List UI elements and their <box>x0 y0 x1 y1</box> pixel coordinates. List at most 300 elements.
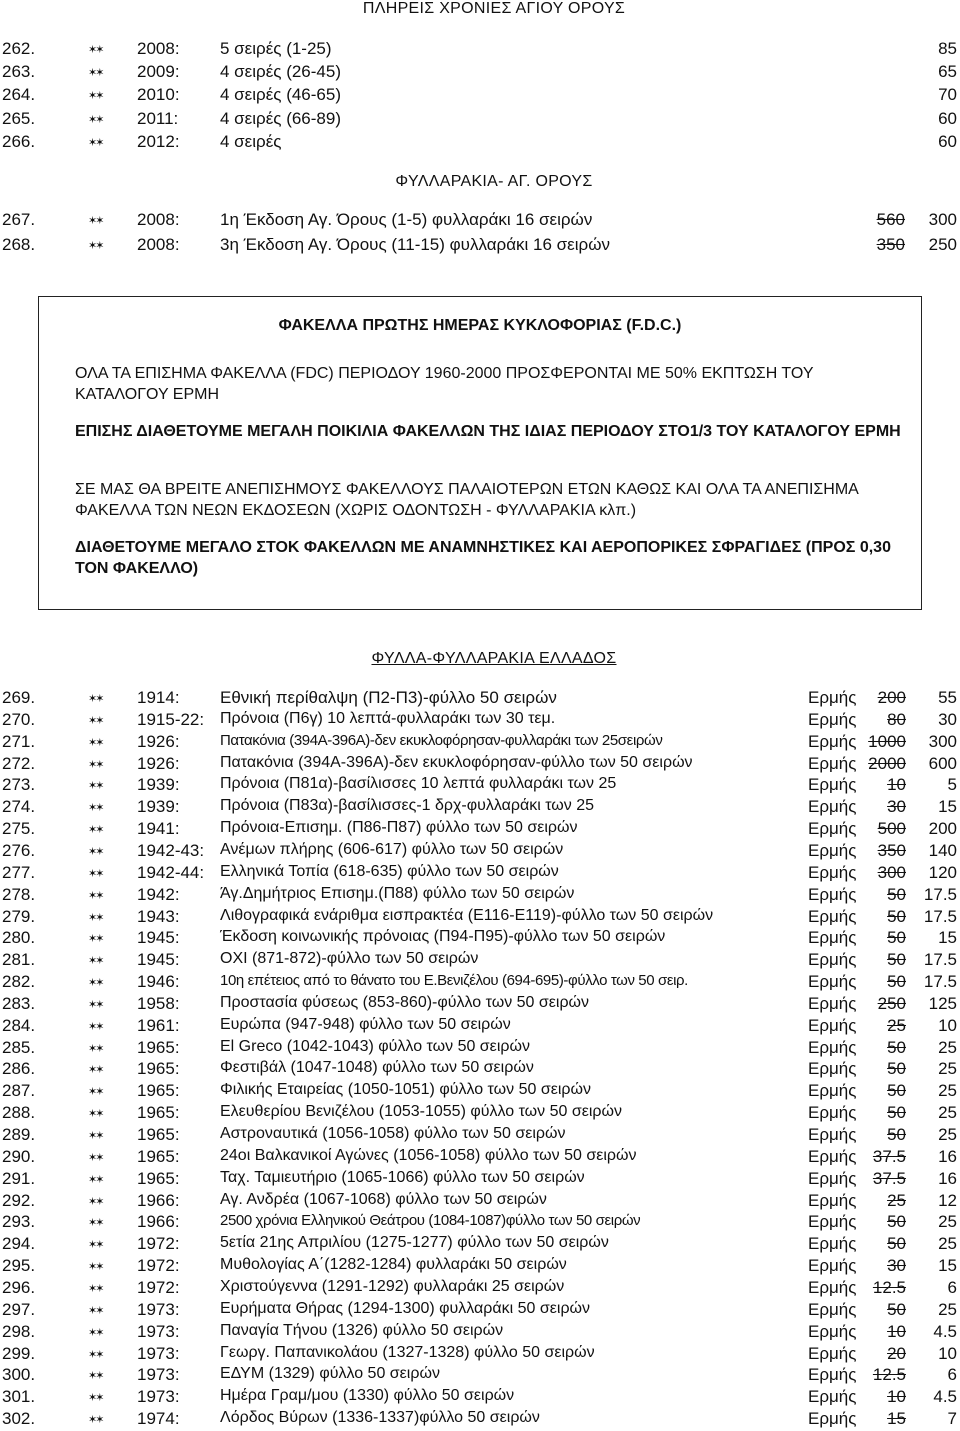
old-price: 50 <box>887 1059 906 1079</box>
item-price: 65 <box>938 62 957 82</box>
old-price: 10 <box>887 775 906 795</box>
star-rating-icon: ✶✶ <box>88 240 103 252</box>
list-item <box>0 39 960 61</box>
item-price: 300 <box>928 210 957 229</box>
item-price: 15 <box>938 1256 957 1276</box>
item-year: 2008: <box>137 39 180 58</box>
star-rating-icon: ✶✶ <box>88 736 103 749</box>
star-rating-icon: ✶✶ <box>88 1239 103 1252</box>
item-year: 1926: <box>137 731 180 751</box>
old-price: 50 <box>887 1234 906 1254</box>
star-rating-icon: ✶✶ <box>88 1042 103 1055</box>
list-item <box>0 235 960 257</box>
item-price: 25 <box>938 1059 957 1079</box>
item-price: 7 <box>947 1409 957 1429</box>
item-description: Φεστιβάλ (1047-1048) φύλλο των 50 σειρών <box>220 1059 534 1077</box>
list-item <box>0 1365 960 1387</box>
catalog-label: Ερμής <box>808 731 857 751</box>
item-description: 4 σειρές (26-45) <box>220 62 341 82</box>
old-price: 15 <box>887 1409 906 1429</box>
item-year: 1943: <box>137 906 180 926</box>
item-description: Προστασία φύσεως (853-860)-φύλλο των 50 σειρών <box>220 993 590 1011</box>
catalog-label: Ερμής <box>808 1277 857 1297</box>
item-number: 274. <box>2 797 36 817</box>
list-item <box>0 1322 960 1344</box>
old-price: 560 <box>876 210 905 229</box>
catalog-label: Ερμής <box>808 1234 857 1254</box>
item-year: 2009: <box>137 62 180 82</box>
item-year: 1974: <box>137 1409 180 1429</box>
catalog-label: Ερμής <box>808 1190 857 1210</box>
star-rating-icon: ✶✶ <box>88 780 103 793</box>
section-title-sheetlets-athos: ΦΥΛΛΑΡΑΚΙΑ- ΑΓ. ΟΡΟΥΣ <box>395 173 593 190</box>
item-description: Ευρώπα (947-948) φύλλο των 50 σειρών <box>220 1015 511 1033</box>
item-year: 1973: <box>137 1365 180 1385</box>
item-number: 302. <box>2 1409 36 1429</box>
catalog-label: Ερμής <box>808 1343 857 1363</box>
list-item <box>0 950 960 972</box>
catalog-label: Ερμής <box>808 1015 857 1035</box>
item-price: 250 <box>928 235 957 254</box>
item-year: 1972: <box>137 1234 180 1254</box>
item-number: 300. <box>2 1365 36 1385</box>
item-price: 16 <box>938 1146 957 1166</box>
item-price: 85 <box>938 39 957 58</box>
item-description: El Greco (1042-1043) φύλλο των 50 σειρών <box>220 1037 530 1055</box>
item-year: 1945: <box>137 950 180 970</box>
item-number: 293. <box>2 1212 36 1232</box>
item-number: 281. <box>2 950 36 970</box>
item-price: 25 <box>938 1125 957 1144</box>
star-rating-icon: ✶✶ <box>88 889 103 902</box>
list-item <box>0 928 960 950</box>
catalog-label: Ερμής <box>808 972 857 992</box>
item-year: 1942-44: <box>137 862 205 882</box>
item-description: Πρόνοια (Π6γ) 10 λεπτά-φυλλαράκι των 30 τεμ. <box>220 709 556 727</box>
item-description: 2500 χρόνια Ελληνικού Θεάτρου (1084-1087)φύλλο των 50 σειρών <box>220 1212 641 1230</box>
item-price: 6 <box>947 1277 957 1297</box>
star-rating-icon: ✶✶ <box>88 977 103 990</box>
item-description: 5 σειρές (1-25) <box>220 39 332 58</box>
catalog-label: Ερμής <box>808 928 857 948</box>
list-item <box>0 907 960 929</box>
star-rating-icon: ✶✶ <box>88 1151 103 1164</box>
old-price: 350 <box>876 235 905 254</box>
list-item <box>0 1169 960 1191</box>
old-price: 37.5 <box>872 1168 906 1188</box>
list-item <box>0 863 960 885</box>
star-rating-icon: ✶✶ <box>88 1414 103 1427</box>
item-price: 25 <box>938 1299 957 1319</box>
old-price: 50 <box>887 884 906 904</box>
item-price: 140 <box>928 840 957 860</box>
star-rating-icon: ✶✶ <box>88 1370 103 1383</box>
list-item <box>0 1147 960 1169</box>
star-rating-icon: ✶✶ <box>88 1217 103 1230</box>
item-number: 264. <box>2 85 36 105</box>
star-rating-icon: ✶✶ <box>88 1020 103 1033</box>
item-description: Λόρδος Βύρων (1336-1337)φύλλο 50 σειρών <box>220 1409 540 1427</box>
item-year: 1965: <box>137 1168 180 1188</box>
item-year: 1945: <box>137 928 180 948</box>
item-number: 290. <box>2 1146 36 1166</box>
item-description: Ευρήματα Θήρας (1294-1300) φυλλαράκι 50 σειρών <box>220 1299 591 1317</box>
list-item <box>0 710 960 732</box>
item-number: 288. <box>2 1103 36 1123</box>
item-description: Παναγία Τήνου (1326) φύλλο 50 σειρών <box>220 1321 504 1339</box>
item-price: 17.5 <box>923 950 957 970</box>
old-price: 50 <box>887 928 906 948</box>
item-year: 1966: <box>137 1190 180 1210</box>
list-item <box>0 62 960 84</box>
item-description: Αστροναυτικά (1056-1058) φύλλο των 50 σειρών <box>220 1125 566 1142</box>
catalog-label: Ερμής <box>808 1212 857 1232</box>
old-price: 500 <box>877 819 906 839</box>
item-description: Ταχ. Ταμιευτήριο (1065-1066) φύλλο των 50 σειρών <box>220 1168 585 1186</box>
item-year: 1942: <box>137 884 180 904</box>
star-rating-icon: ✶✶ <box>88 67 103 80</box>
item-year: 1965: <box>137 1146 180 1166</box>
item-price: 300 <box>928 731 957 751</box>
item-price: 600 <box>928 753 957 773</box>
item-number: 273. <box>2 775 36 795</box>
fdc-paragraph-4: ΔΙΑΘΕΤΟΥΜΕ ΜΕΓΑΛΟ ΣΤΟΚ ΦΑΚΕΛΛΩΝ ΜΕ ΑΝΑΜΝΗΣΤΙΚΕΣ ΚΑΙ ΑΕΡΟΠΟΡΙΚΕΣ ΣΦΡΑΓΙΔΕΣ (ΠΡΟΣ 0,30 ΤΟΝ ΦΑΚΕΛΛΟ) <box>75 539 891 577</box>
item-number: 275. <box>2 819 36 839</box>
old-price: 50 <box>887 1125 906 1144</box>
item-price: 15 <box>938 797 957 817</box>
item-description: 4 σειρές (66-89) <box>220 108 341 128</box>
catalog-label: Ερμής <box>808 993 857 1013</box>
item-year: 1973: <box>137 1321 180 1341</box>
catalog-label: Ερμής <box>808 1387 857 1407</box>
star-rating-icon: ✶✶ <box>88 136 103 149</box>
list-item <box>0 1103 960 1125</box>
item-description: ΟΧΙ (871-872)-φύλλο των 50 σειρών <box>220 950 479 968</box>
item-number: 301. <box>2 1387 36 1407</box>
item-year: 1973: <box>137 1387 180 1407</box>
item-description: Πρόνοια (Π81α)-βασίλισσες 10 λεπτά φυλλαράκι των 25 <box>220 775 617 793</box>
catalog-label: Ερμής <box>808 1081 857 1101</box>
item-year: 1939: <box>137 775 180 795</box>
item-number: 287. <box>2 1081 36 1101</box>
old-price: 50 <box>887 1037 906 1057</box>
item-price: 17.5 <box>923 906 957 926</box>
item-price: 55 <box>938 688 957 707</box>
item-description: 10η επέτειος από το θάνατο του Ε.Βενιζέλου (694-695)-φύλλο των 50 σειρ. <box>220 972 688 990</box>
item-number: 265. <box>2 108 36 128</box>
star-rating-icon: ✶✶ <box>88 1195 103 1208</box>
item-description: 4 σειρές (46-65) <box>220 85 341 105</box>
star-rating-icon: ✶✶ <box>88 867 103 880</box>
item-price: 25 <box>938 1234 957 1254</box>
item-year: 1914: <box>137 688 180 707</box>
catalog-label: Ερμής <box>808 862 857 882</box>
list-item <box>0 1212 960 1234</box>
item-price: 10 <box>938 1015 957 1035</box>
list-item <box>0 109 960 131</box>
old-price: 37.5 <box>872 1146 906 1166</box>
item-description: Γεωργ. Παπανικολάου (1327-1328) φύλλο 50 σειρών <box>220 1343 595 1361</box>
catalog-label: Ερμής <box>808 1146 857 1166</box>
item-number: 298. <box>2 1321 36 1341</box>
star-rating-icon: ✶✶ <box>88 845 103 858</box>
old-price: 200 <box>877 688 906 707</box>
catalog-label: Ερμής <box>808 884 857 904</box>
item-number: 297. <box>2 1299 36 1319</box>
item-year: 2008: <box>137 210 180 229</box>
item-year: 1973: <box>137 1343 180 1363</box>
star-rating-icon: ✶✶ <box>88 955 103 968</box>
list-item <box>0 85 960 107</box>
star-rating-icon: ✶✶ <box>88 1261 103 1274</box>
item-number: 285. <box>2 1037 36 1057</box>
list-item <box>0 1278 960 1300</box>
item-price: 12 <box>938 1190 957 1210</box>
item-price: 15 <box>938 928 957 948</box>
fdc-paragraph-3: ΣΕ ΜΑΣ ΘΑ ΒΡΕΙΤΕ ΑΝΕΠΙΣΗΜΟΥΣ ΦΑΚΕΛΛΟΥΣ ΠΑΛΑΙΟΤΕΡΩΝ ΕΤΩΝ ΚΑΘΩΣ ΚΑΙ ΟΛΑ ΤΑ ΑΝΕΠΙΣΗΜΑ ΦΑΚΕΛΛΑ ΤΩΝ ΝΕΩΝ ΕΚΔΟΣΕΩΝ (ΧΩΡΙΣ ΟΔΟΝΤΩΣΗ - ΦΥΛΛΑΡΑΚΙΑ κλπ.) <box>75 481 858 519</box>
star-rating-icon: ✶✶ <box>88 1326 103 1339</box>
item-price: 60 <box>938 108 957 128</box>
item-price: 30 <box>938 709 957 729</box>
old-price: 50 <box>887 1103 906 1123</box>
item-number: 296. <box>2 1277 36 1297</box>
item-year: 1939: <box>137 797 180 817</box>
item-number: 284. <box>2 1015 36 1035</box>
catalog-label: Ερμής <box>808 840 857 860</box>
old-price: 12.5 <box>872 1277 906 1297</box>
catalog-label: Ερμής <box>808 1059 857 1079</box>
old-price: 250 <box>877 993 906 1013</box>
item-description: 3η Έκδοση Αγ. Όρους (11-15) φυλλαράκι 16 σειρών <box>220 235 610 254</box>
star-rating-icon: ✶✶ <box>88 215 103 227</box>
catalog-label: Ερμής <box>808 1125 857 1144</box>
old-price: 30 <box>887 797 906 817</box>
item-number: 269. <box>2 688 36 707</box>
star-rating-icon: ✶✶ <box>88 1064 103 1077</box>
item-description: Έκδοση κοινωνικής πρόνοιας (Π94-Π95)-φύλλο των 50 σειρών <box>220 928 666 946</box>
catalog-label: Ερμής <box>808 1299 857 1319</box>
list-item <box>0 775 960 797</box>
item-number: 268. <box>2 235 36 254</box>
catalog-label: Ερμής <box>808 1103 857 1123</box>
item-description: Αγ. Ανδρέα (1067-1068) φύλλο των 50 σειρών <box>220 1190 547 1208</box>
old-price: 30 <box>887 1256 906 1276</box>
item-year: 2012: <box>137 131 180 151</box>
old-price: 50 <box>887 1299 906 1319</box>
section-title-sheets-greece: ΦΥΛΛΑ-ΦΥΛΛΑΡΑΚΙΑ ΕΛΛΑΔΟΣ <box>371 650 617 667</box>
item-year: 1926: <box>137 753 180 773</box>
item-number: 276. <box>2 840 36 860</box>
item-description: Ανέμων πλήρης (606-617) φύλλο των 50 σειρών <box>220 840 564 858</box>
list-item <box>0 1038 960 1060</box>
catalog-label: Ερμής <box>808 1037 857 1057</box>
old-price: 20 <box>887 1343 906 1363</box>
catalog-label: Ερμής <box>808 906 857 926</box>
star-rating-icon: ✶✶ <box>88 802 103 815</box>
item-description: Πατακόνια (394Α-396Α)-δεν εκυκλοφόρησαν-φύλλο των 50 σειρών <box>220 753 693 771</box>
item-number: 271. <box>2 731 36 751</box>
item-number: 289. <box>2 1125 36 1144</box>
item-number: 295. <box>2 1256 36 1276</box>
old-price: 80 <box>887 709 906 729</box>
catalog-label: Ερμής <box>808 1321 857 1341</box>
item-description: Άγ.Δημήτριος Επισημ.(Π88) φύλλο των 50 σειρών <box>220 884 575 902</box>
item-price: 25 <box>938 1081 957 1101</box>
list-item <box>0 1125 960 1147</box>
star-rating-icon: ✶✶ <box>88 1304 103 1317</box>
star-rating-icon: ✶✶ <box>88 1086 103 1099</box>
list-item <box>0 994 960 1016</box>
item-price: 70 <box>938 85 957 105</box>
item-year: 1941: <box>137 819 180 839</box>
item-number: 282. <box>2 972 36 992</box>
old-price: 50 <box>887 972 906 992</box>
item-year: 1965: <box>137 1081 180 1101</box>
catalog-label: Ερμής <box>808 1168 857 1188</box>
item-year: 1958: <box>137 993 180 1013</box>
old-price: 350 <box>877 840 906 860</box>
item-price: 25 <box>938 1103 957 1123</box>
item-number: 286. <box>2 1059 36 1079</box>
old-price: 300 <box>877 862 906 882</box>
list-item <box>0 1409 960 1431</box>
star-rating-icon: ✶✶ <box>88 90 103 103</box>
catalog-label: Ερμής <box>808 1365 857 1385</box>
old-price: 10 <box>887 1387 906 1407</box>
item-description: Φιλικής Εταιρείας (1050-1051) φύλλο των 50 σειρών <box>220 1081 591 1099</box>
catalog-label: Ερμής <box>808 950 857 970</box>
item-price: 5 <box>947 775 957 795</box>
item-number: 283. <box>2 993 36 1013</box>
catalog-label: Ερμής <box>808 688 857 707</box>
old-price: 2000 <box>868 753 906 773</box>
item-price: 125 <box>928 993 957 1013</box>
item-year: 1946: <box>137 972 180 992</box>
star-rating-icon: ✶✶ <box>88 714 103 727</box>
item-price: 4.5 <box>933 1387 957 1407</box>
catalog-label: Ερμής <box>808 819 857 839</box>
item-year: 1965: <box>137 1125 180 1144</box>
star-rating-icon: ✶✶ <box>88 1108 103 1121</box>
old-price: 50 <box>887 906 906 926</box>
item-year: 1973: <box>137 1299 180 1319</box>
old-price: 25 <box>887 1015 906 1035</box>
list-item <box>0 732 960 754</box>
item-price: 17.5 <box>923 884 957 904</box>
item-year: 1965: <box>137 1059 180 1079</box>
star-rating-icon: ✶✶ <box>88 113 103 126</box>
item-number: 270. <box>2 709 36 729</box>
item-number: 280. <box>2 928 36 948</box>
item-price: 17.5 <box>923 972 957 992</box>
list-item <box>0 1081 960 1103</box>
item-price: 16 <box>938 1168 957 1188</box>
list-item <box>0 1016 960 1038</box>
list-item <box>0 841 960 863</box>
old-price: 12.5 <box>872 1365 906 1385</box>
item-description: Πρόνοια (Π83α)-βασίλισσες-1 δρχ-φυλλαράκι των 25 <box>220 797 595 815</box>
item-year: 1961: <box>137 1015 180 1035</box>
old-price: 10 <box>887 1321 906 1341</box>
item-description: Λιθογραφικά ενάριθμα εισπρακτέα (Ε116-Ε119)-φύλλο των 50 σειρών <box>220 906 714 924</box>
old-price: 1000 <box>868 731 906 751</box>
item-description: Ημέρα Γραμ/μου (1330) φύλλο 50 σειρών <box>220 1387 515 1405</box>
old-price: 50 <box>887 1212 906 1232</box>
item-number: 299. <box>2 1343 36 1363</box>
item-price: 25 <box>938 1212 957 1232</box>
star-rating-icon: ✶✶ <box>88 693 103 705</box>
list-item <box>0 819 960 841</box>
item-description: Μυθολογίας Α΄(1282-1284) φυλλαράκι 50 σειρών <box>220 1256 567 1274</box>
item-number: 292. <box>2 1190 36 1210</box>
catalog-label: Ερμής <box>808 709 857 729</box>
list-item <box>0 688 960 710</box>
list-item <box>0 132 960 154</box>
item-description: ΕΔΥΜ (1329) φύλλο 50 σειρών <box>220 1365 440 1383</box>
star-rating-icon: ✶✶ <box>88 1173 103 1186</box>
item-description: Ελευθερίου Βενιζέλου (1053-1055) φύλλο των 50 σειρών <box>220 1103 623 1121</box>
catalog-label: Ερμής <box>808 1409 857 1429</box>
fdc-paragraph-2: ΕΠΙΣΗΣ ΔΙΑΘΕΤΟΥΜΕ ΜΕΓΑΛΗ ΠΟΙΚΙΛΙΑ ΦΑΚΕΛΛΩΝ ΤΗΣ ΙΔΙΑΣ ΠΕΡΙΟΔΟΥ ΣΤΟ1/3 ΤΟΥ ΚΑΤΑΛΟΓΟΥ ΕΡΜΗ <box>75 423 901 440</box>
item-number: 266. <box>2 131 36 151</box>
star-rating-icon: ✶✶ <box>88 1282 103 1295</box>
item-price: 120 <box>928 862 957 882</box>
item-price: 4.5 <box>933 1321 957 1341</box>
star-rating-icon: ✶✶ <box>88 933 103 946</box>
item-year: 1972: <box>137 1277 180 1297</box>
old-price: 50 <box>887 1081 906 1101</box>
item-number: 267. <box>2 210 36 229</box>
item-description: Πατακόνια (394Α-396Α)-δεν εκυκλοφόρησαν-φυλλαράκι των 25σειρών <box>220 731 663 749</box>
catalog-label: Ερμής <box>808 1256 857 1276</box>
list-item <box>0 1234 960 1256</box>
old-price: 25 <box>887 1190 906 1210</box>
star-rating-icon: ✶✶ <box>88 1392 103 1405</box>
item-year: 2011: <box>137 108 179 128</box>
item-description: 4 σειρές <box>220 131 282 151</box>
item-number: 291. <box>2 1168 36 1188</box>
item-number: 263. <box>2 62 36 82</box>
item-description: Εθνική περίθαλψη (Π2-Π3)-φύλλο 50 σειρών <box>220 688 557 707</box>
star-rating-icon: ✶✶ <box>88 1130 103 1142</box>
star-rating-icon: ✶✶ <box>88 998 103 1011</box>
item-year: 2010: <box>137 85 180 105</box>
item-year: 2008: <box>137 235 180 254</box>
item-price: 25 <box>938 1037 957 1057</box>
list-item <box>0 1300 960 1322</box>
section-title-full-years: ΠΛΗΡΕΙΣ ΧΡΟΝΙΕΣ ΑΓΙΟΥ ΟΡΟΥΣ <box>362 0 626 17</box>
item-year: 1942-43: <box>137 840 205 860</box>
star-rating-icon: ✶✶ <box>88 758 103 771</box>
star-rating-icon: ✶✶ <box>88 911 103 924</box>
star-rating-icon: ✶✶ <box>88 1348 103 1361</box>
catalog-label: Ερμής <box>808 797 857 817</box>
item-description: 5ετία 21ης Απριλίου (1275-1277) φύλλο των 50 σειρών <box>220 1234 609 1252</box>
catalog-label: Ερμής <box>808 775 857 795</box>
fdc-box-title: ΦΑΚΕΛΛΑ ΠΡΩΤΗΣ ΗΜΕΡΑΣ ΚΥΚΛΟΦΟΡΙΑΣ (F.D.C.) <box>278 317 682 334</box>
fdc-info-box <box>38 296 922 610</box>
star-rating-icon: ✶✶ <box>88 824 103 837</box>
item-description: Πρόνοια-Επισημ. (Π86-Π87) φύλλο των 50 σειρών <box>220 819 578 837</box>
list-item <box>0 1059 960 1081</box>
item-year: 1972: <box>137 1256 180 1276</box>
list-item <box>0 885 960 907</box>
list-item <box>0 1256 960 1278</box>
item-number: 294. <box>2 1234 36 1254</box>
item-description: Ελληνικά Τοπία (618-635) φύλλο των 50 σειρών <box>220 862 559 880</box>
item-year: 1915-22: <box>137 709 205 729</box>
item-number: 279. <box>2 906 36 926</box>
